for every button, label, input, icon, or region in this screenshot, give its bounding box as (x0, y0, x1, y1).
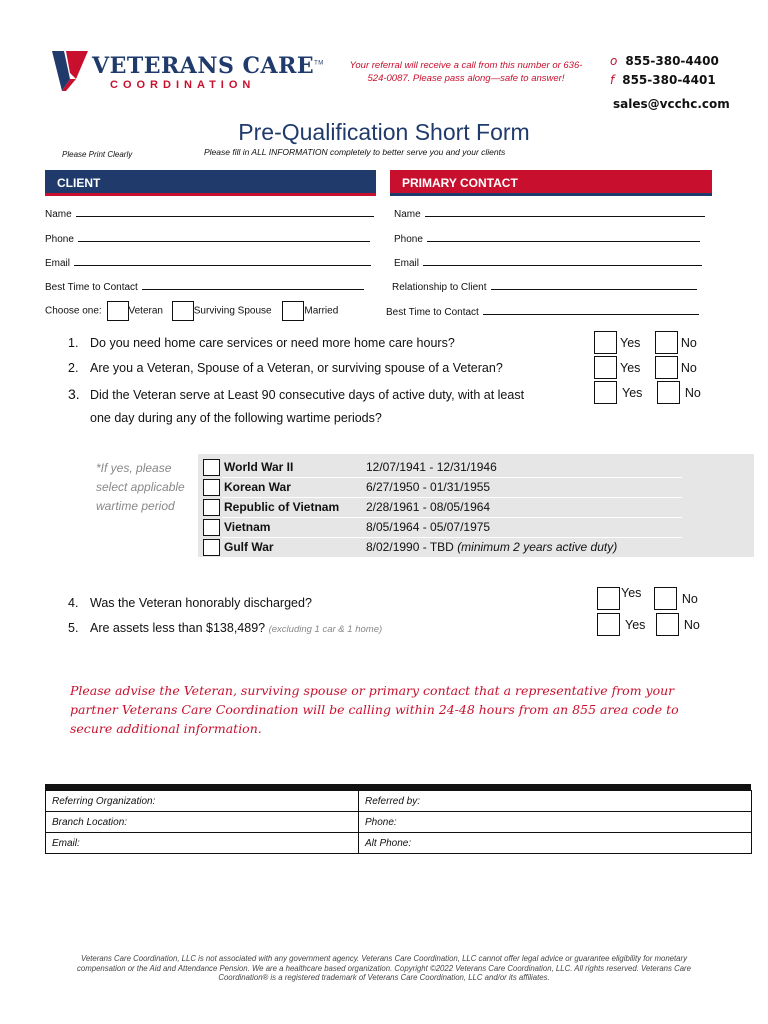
referral-phone-cell[interactable]: Phone: (359, 812, 752, 833)
q1-yes-no: Yes No (594, 331, 697, 354)
client-email-field[interactable]: Email (45, 256, 371, 269)
primary-email-field[interactable]: Email (394, 256, 702, 269)
relationship-field[interactable]: Relationship to Client (392, 280, 697, 293)
client-header: CLIENT (45, 170, 376, 196)
q2-yes-no: Yes No (594, 356, 697, 379)
logo-subtitle: COORDINATION (110, 79, 256, 91)
primary-contact-header: PRIMARY CONTACT (390, 170, 712, 196)
primary-name-field[interactable]: Name (394, 207, 705, 220)
question-5: 5. Are assets less than $138,489? (excluding 1 car & 1 home) (68, 621, 383, 635)
sales-email: sales@vcchc.com (613, 97, 730, 111)
referral-note: Your referral will receive a call from this number or 636-524-0087. Please pass along—safe to answer! (349, 60, 583, 84)
question-4: 4. Was the Veteran honorably discharged? (68, 596, 312, 610)
footer-disclaimer: Veterans Care Coordination, LLC is not associated with any government agency. Veterans Care Coordination, LLC cannot offer legal advice or guarantee eligibility for monetary compensation or the Aid and Attendance Pension. We are a healthcare based organization. Copyright ©2022 Veterans Care Coordination, LLC. All rights reserved. Veterans Care Coordination® is a registered trademark of Veterans Care Coordination, LLC and/or its affiliates. (77, 954, 691, 982)
form-subtitle: Please fill in ALL INFORMATION completely to better serve you and your clients (204, 147, 506, 157)
wartime-checkbox[interactable] (203, 499, 220, 516)
wartime-row: World War II 12/07/1941 - 12/31/1946 (203, 457, 683, 477)
referred-by-cell[interactable]: Referred by: (359, 791, 752, 812)
q5-yes-no: Yes No (597, 613, 700, 636)
phone-line: o 855-380-4400 (610, 54, 719, 68)
referring-org-cell[interactable]: Referring Organization: (46, 791, 359, 812)
wartime-checkbox[interactable] (203, 539, 220, 556)
q5-yes-checkbox[interactable] (597, 613, 620, 636)
q1-no-checkbox[interactable] (655, 331, 678, 354)
q1-yes-checkbox[interactable] (594, 331, 617, 354)
wartime-row: Korean War 6/27/1950 - 01/31/1955 (203, 477, 683, 497)
wartime-row: Gulf War 8/02/1990 - TBD (minimum 2 years active duty) (203, 537, 683, 557)
q3-yes-checkbox[interactable] (594, 381, 617, 404)
q4-yes-checkbox[interactable] (597, 587, 620, 610)
wartime-row: Republic of Vietnam 2/28/1961 - 08/05/1964 (203, 497, 683, 517)
wartime-checkbox[interactable] (203, 479, 220, 496)
client-name-field[interactable]: Name (45, 207, 374, 220)
referral-table (45, 790, 752, 854)
client-choose-one: Choose one: Veteran Surviving Spouse Married (45, 301, 338, 322)
logo-name: VETERANS CARE™ (92, 53, 324, 79)
question-3: 3. Did the Veteran serve at Least 90 consecutive days of active duty, with at least (68, 386, 525, 402)
q5-no-checkbox[interactable] (656, 613, 679, 636)
q2-no-checkbox[interactable] (655, 356, 678, 379)
alt-phone-cell[interactable]: Alt Phone: (359, 833, 752, 854)
fax-line: f 855-380-4401 (610, 73, 716, 87)
client-phone-field[interactable]: Phone (45, 232, 370, 245)
wartime-checkbox[interactable] (203, 519, 220, 536)
primary-phone-field[interactable]: Phone (394, 232, 700, 245)
if-yes-note: *If yes, please select applicable wartime period (96, 461, 185, 513)
logo-flag-icon (50, 49, 90, 93)
print-clearly-note: Please Print Clearly (62, 150, 133, 159)
client-best-time-field[interactable]: Best Time to Contact (45, 280, 364, 293)
q3-no-checkbox[interactable] (657, 381, 680, 404)
married-checkbox[interactable] (282, 301, 304, 321)
primary-best-time-field[interactable]: Best Time to Contact (386, 305, 699, 318)
page-title: Pre-Qualification Short Form (238, 119, 530, 145)
branch-location-cell[interactable]: Branch Location: (46, 812, 359, 833)
q4-no-checkbox[interactable] (654, 587, 677, 610)
referral-email-cell[interactable]: Email: (46, 833, 359, 854)
logo (50, 49, 90, 93)
advise-notice: Please advise the Veteran, surviving spouse or primary contact that a representative from your partner Veterans Care Coordination will be calling within 24-48 hours from an 855 area code to secure additional information. (70, 683, 679, 736)
q2-yes-checkbox[interactable] (594, 356, 617, 379)
surviving-spouse-checkbox[interactable] (172, 301, 194, 321)
q4-yes-no: $^{Yes}$ No (597, 587, 698, 610)
question-1: 1. Do you need home care services or need more home care hours? (68, 336, 455, 350)
veteran-checkbox[interactable] (107, 301, 129, 321)
question-3-cont: one day during any of the following wartime periods? (90, 411, 382, 425)
question-2: 2. Are you a Veteran, Spouse of a Veteran, or surviving spouse of a Veteran? (68, 361, 503, 375)
q3-yes-no: Yes No (594, 381, 701, 404)
wartime-row: Vietnam 8/05/1964 - 05/07/1975 (203, 517, 683, 537)
wartime-checkbox[interactable] (203, 459, 220, 476)
